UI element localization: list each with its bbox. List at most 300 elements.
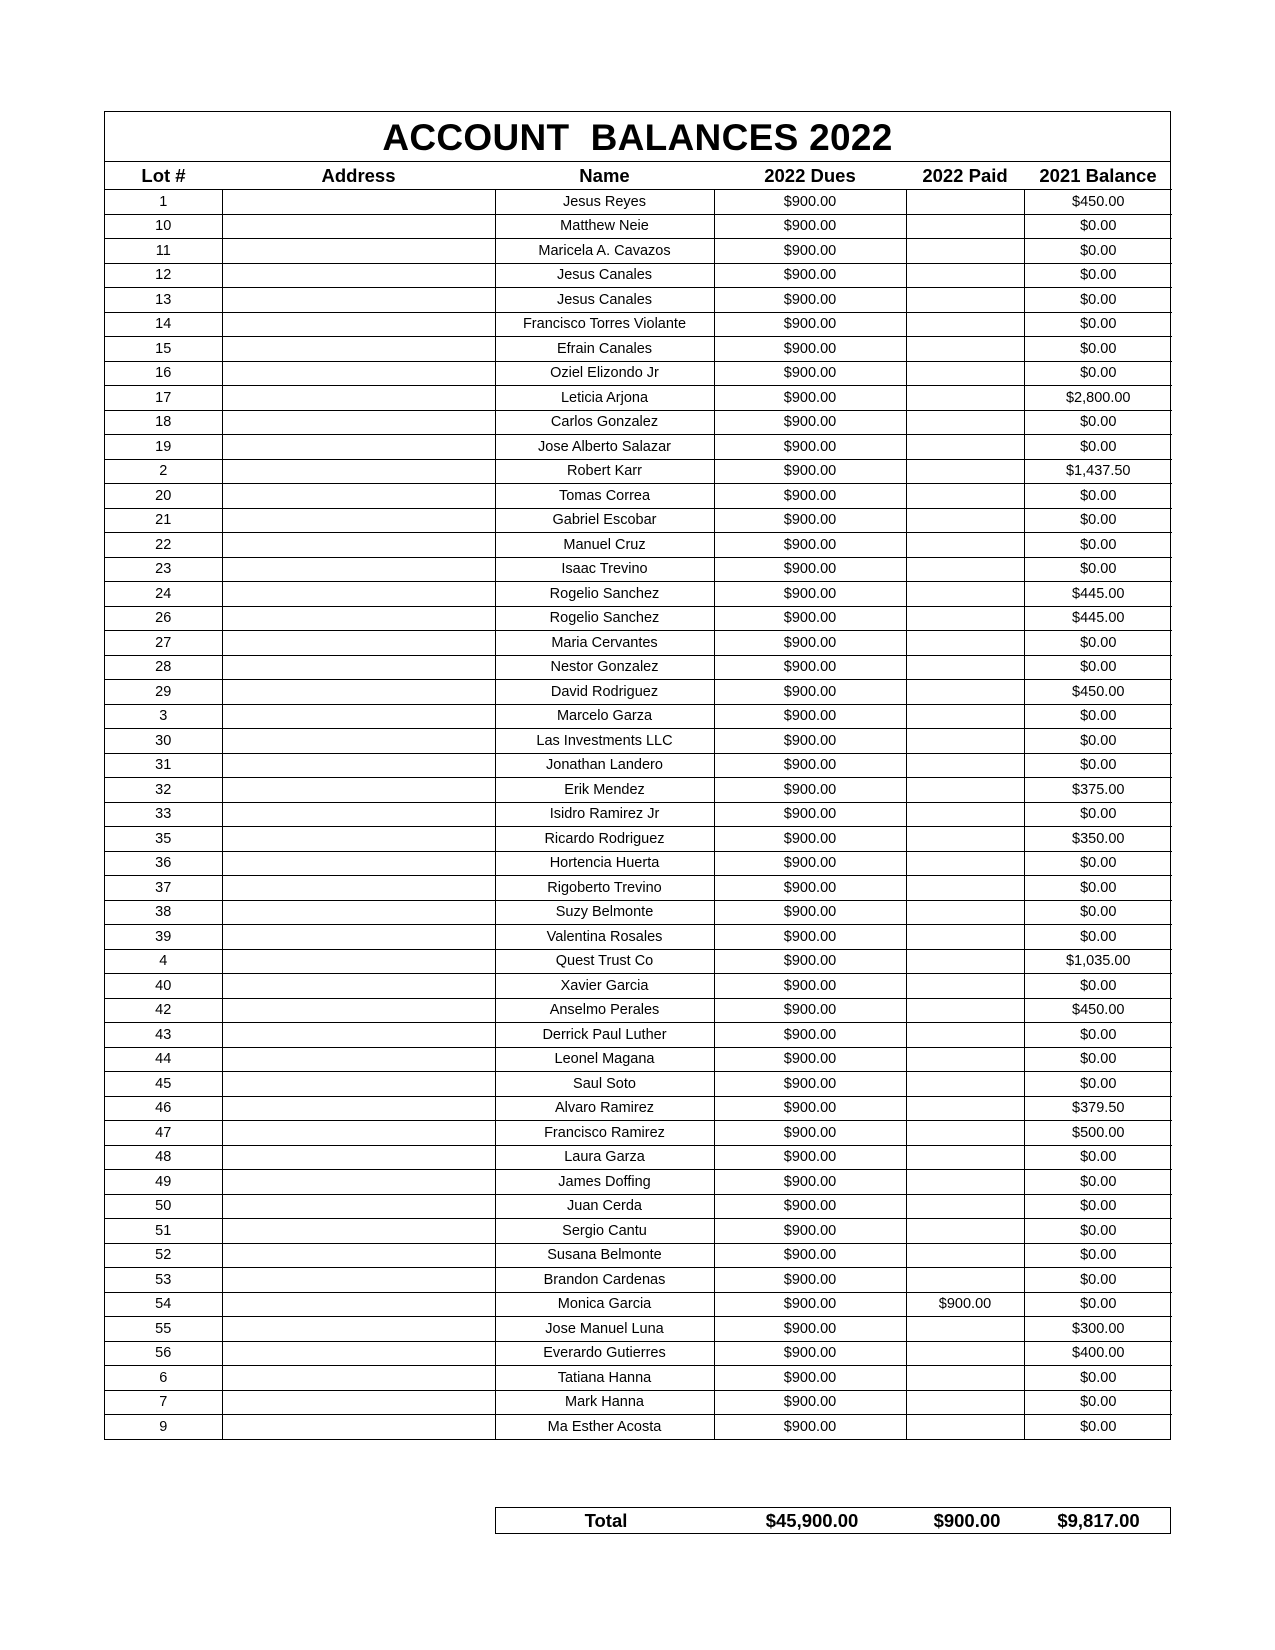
table-row [105,1072,1172,1097]
cell-address [222,435,495,460]
cell-name: Jonathan Landero [495,753,714,778]
cell-dues: $900.00 [714,998,906,1023]
cell-balance: $445.00 [1024,606,1172,631]
cell-address [222,827,495,852]
cell-name: Jesus Canales [495,263,714,288]
cell-balance: $0.00 [1024,925,1172,950]
cell-paid [906,484,1024,509]
cell-paid [906,1341,1024,1366]
cell-address [222,214,495,239]
cell-lot: 31 [105,753,222,778]
cell-lot: 4 [105,949,222,974]
cell-paid [906,680,1024,705]
cell-paid [906,998,1024,1023]
cell-dues: $900.00 [714,925,906,950]
cell-balance: $1,035.00 [1024,949,1172,974]
cell-balance: $0.00 [1024,557,1172,582]
cell-paid [906,557,1024,582]
table-row [105,484,1172,509]
cell-name: Laura Garza [495,1145,714,1170]
cell-balance: $350.00 [1024,827,1172,852]
cell-lot: 26 [105,606,222,631]
cell-paid [906,1390,1024,1415]
cell-address [222,288,495,313]
cell-balance: $0.00 [1024,1219,1172,1244]
cell-name: Manuel Cruz [495,533,714,558]
cell-address [222,876,495,901]
cell-lot: 9 [105,1415,222,1439]
table-row [105,1292,1172,1317]
cell-lot: 29 [105,680,222,705]
cell-paid [906,1219,1024,1244]
cell-balance: $0.00 [1024,1023,1172,1048]
cell-dues: $900.00 [714,631,906,656]
cell-address [222,1292,495,1317]
cell-paid [906,655,1024,680]
cell-name: Matthew Neie [495,214,714,239]
cell-address [222,1023,495,1048]
totals-balance: $9,817.00 [1057,1510,1140,1531]
cell-name: Susana Belmonte [495,1243,714,1268]
cell-address [222,1341,495,1366]
cell-address [222,680,495,705]
cell-name: Saul Soto [495,1072,714,1097]
table-row [105,1366,1172,1391]
cell-name: Valentina Rosales [495,925,714,950]
cell-name: Nestor Gonzalez [495,655,714,680]
cell-balance: $0.00 [1024,753,1172,778]
cell-name: Marcelo Garza [495,704,714,729]
cell-dues: $900.00 [714,1317,906,1342]
cell-balance: $0.00 [1024,1243,1172,1268]
table-row [105,582,1172,607]
cell-lot: 17 [105,386,222,411]
cell-name: Leonel Magana [495,1047,714,1072]
cell-dues: $900.00 [714,263,906,288]
table-row [105,778,1172,803]
cell-balance: $0.00 [1024,508,1172,533]
table-row [105,631,1172,656]
table-row [105,606,1172,631]
cell-lot: 51 [105,1219,222,1244]
cell-balance: $0.00 [1024,484,1172,509]
cell-paid [906,925,1024,950]
cell-address [222,337,495,362]
table-row [105,263,1172,288]
table-row [105,925,1172,950]
cell-name: Hortencia Huerta [495,851,714,876]
cell-lot: 18 [105,410,222,435]
cell-name: Isaac Trevino [495,557,714,582]
cell-balance: $2,800.00 [1024,386,1172,411]
cell-paid [906,876,1024,901]
cell-address [222,1317,495,1342]
cell-address [222,655,495,680]
cell-dues: $900.00 [714,1121,906,1146]
table-row [105,214,1172,239]
table-row [105,337,1172,362]
cell-address [222,1096,495,1121]
cell-paid [906,974,1024,999]
cell-address [222,533,495,558]
cell-lot: 54 [105,1292,222,1317]
table-row [105,190,1172,215]
cell-paid [906,1170,1024,1195]
cell-name: Ma Esther Acosta [495,1415,714,1439]
table-row [105,288,1172,313]
cell-name: Ricardo Rodriguez [495,827,714,852]
cell-address [222,239,495,264]
cell-dues: $900.00 [714,1415,906,1439]
cell-dues: $900.00 [714,606,906,631]
cell-lot: 12 [105,263,222,288]
cell-lot: 35 [105,827,222,852]
table-row [105,410,1172,435]
cell-lot: 7 [105,1390,222,1415]
cell-balance: $450.00 [1024,998,1172,1023]
table-row [105,827,1172,852]
table-row [105,1268,1172,1293]
cell-lot: 19 [105,435,222,460]
cell-paid [906,949,1024,974]
cell-lot: 44 [105,1047,222,1072]
cell-paid [906,214,1024,239]
cell-dues: $900.00 [714,1096,906,1121]
cell-name: Sergio Cantu [495,1219,714,1244]
cell-balance: $0.00 [1024,900,1172,925]
cell-address [222,900,495,925]
cell-address [222,1219,495,1244]
cell-balance: $0.00 [1024,974,1172,999]
cell-name: Brandon Cardenas [495,1268,714,1293]
totals-label: Total [584,1510,628,1531]
cell-balance: $445.00 [1024,582,1172,607]
cell-paid [906,312,1024,337]
cell-name: Gabriel Escobar [495,508,714,533]
table-row [105,1390,1172,1415]
cell-lot: 33 [105,802,222,827]
table-body [105,190,1172,1439]
cell-paid [906,1194,1024,1219]
cell-dues: $900.00 [714,190,906,215]
cell-balance: $0.00 [1024,1292,1172,1317]
cell-address [222,1170,495,1195]
cell-name: Mark Hanna [495,1390,714,1415]
cell-name: Carlos Gonzalez [495,410,714,435]
cell-address [222,557,495,582]
cell-dues: $900.00 [714,949,906,974]
cell-name: Erik Mendez [495,778,714,803]
cell-dues: $900.00 [714,386,906,411]
cell-paid [906,582,1024,607]
cell-balance: $379.50 [1024,1096,1172,1121]
account-balances-sheet [104,111,1171,1440]
table-row [105,361,1172,386]
cell-paid [906,1415,1024,1439]
cell-address [222,1047,495,1072]
cell-lot: 52 [105,1243,222,1268]
column-header-lot: Lot # [105,162,222,190]
cell-dues: $900.00 [714,337,906,362]
cell-lot: 43 [105,1023,222,1048]
table-row [105,1317,1172,1342]
cell-lot: 22 [105,533,222,558]
cell-paid [906,361,1024,386]
cell-paid [906,386,1024,411]
cell-dues: $900.00 [714,1243,906,1268]
cell-lot: 11 [105,239,222,264]
cell-paid [906,1243,1024,1268]
table-row [105,533,1172,558]
table-row [105,753,1172,778]
cell-balance: $375.00 [1024,778,1172,803]
cell-paid [906,190,1024,215]
cell-paid [906,753,1024,778]
cell-balance: $0.00 [1024,1390,1172,1415]
cell-dues: $900.00 [714,410,906,435]
cell-lot: 53 [105,1268,222,1293]
cell-name: Las Investments LLC [495,729,714,754]
cell-balance: $0.00 [1024,631,1172,656]
cell-lot: 47 [105,1121,222,1146]
table-row [105,239,1172,264]
cell-address [222,974,495,999]
cell-dues: $900.00 [714,1047,906,1072]
cell-paid [906,263,1024,288]
cell-dues: $900.00 [714,778,906,803]
cell-address [222,998,495,1023]
cell-name: Monica Garcia [495,1292,714,1317]
cell-lot: 3 [105,704,222,729]
cell-address [222,582,495,607]
cell-name: Oziel Elizondo Jr [495,361,714,386]
cell-paid [906,729,1024,754]
cell-lot: 37 [105,876,222,901]
cell-paid [906,1145,1024,1170]
cell-dues: $900.00 [714,655,906,680]
cell-address [222,410,495,435]
cell-balance: $0.00 [1024,1415,1172,1439]
table-row [105,729,1172,754]
cell-address [222,1390,495,1415]
cell-balance: $500.00 [1024,1121,1172,1146]
cell-dues: $900.00 [714,435,906,460]
cell-address [222,1415,495,1439]
cell-lot: 28 [105,655,222,680]
table-row [105,974,1172,999]
cell-lot: 46 [105,1096,222,1121]
cell-balance: $0.00 [1024,361,1172,386]
cell-name: David Rodriguez [495,680,714,705]
cell-name: Francisco Ramirez [495,1121,714,1146]
cell-dues: $900.00 [714,214,906,239]
cell-name: Quest Trust Co [495,949,714,974]
cell-name: Leticia Arjona [495,386,714,411]
cell-lot: 50 [105,1194,222,1219]
cell-address [222,925,495,950]
cell-name: Rogelio Sanchez [495,606,714,631]
cell-lot: 38 [105,900,222,925]
cell-dues: $900.00 [714,876,906,901]
totals-row [495,1507,1171,1534]
cell-balance: $0.00 [1024,288,1172,313]
cell-name: Robert Karr [495,459,714,484]
cell-balance: $0.00 [1024,1268,1172,1293]
table-row [105,1023,1172,1048]
column-header-paid: 2022 Paid [906,162,1024,190]
cell-lot: 14 [105,312,222,337]
cell-name: Derrick Paul Luther [495,1023,714,1048]
table-row [105,1047,1172,1072]
cell-lot: 48 [105,1145,222,1170]
cell-lot: 36 [105,851,222,876]
cell-dues: $900.00 [714,1390,906,1415]
table-row [105,1341,1172,1366]
cell-lot: 2 [105,459,222,484]
cell-paid [906,1096,1024,1121]
cell-lot: 16 [105,361,222,386]
cell-name: Xavier Garcia [495,974,714,999]
table-row [105,655,1172,680]
cell-dues: $900.00 [714,827,906,852]
table-row [105,1243,1172,1268]
cell-lot: 23 [105,557,222,582]
table-row [105,949,1172,974]
cell-paid [906,288,1024,313]
cell-lot: 49 [105,1170,222,1195]
cell-lot: 21 [105,508,222,533]
cell-lot: 39 [105,925,222,950]
cell-paid [906,631,1024,656]
cell-paid [906,1072,1024,1097]
cell-dues: $900.00 [714,459,906,484]
cell-balance: $0.00 [1024,533,1172,558]
cell-address [222,1243,495,1268]
totals-dues: $45,900.00 [765,1510,859,1531]
cell-dues: $900.00 [714,1219,906,1244]
cell-balance: $0.00 [1024,312,1172,337]
cell-name: Isidro Ramirez Jr [495,802,714,827]
column-header-name: Name [495,162,714,190]
cell-name: Suzy Belmonte [495,900,714,925]
cell-dues: $900.00 [714,974,906,999]
cell-dues: $900.00 [714,582,906,607]
cell-address [222,361,495,386]
cell-balance: $0.00 [1024,1366,1172,1391]
cell-dues: $900.00 [714,361,906,386]
cell-balance: $0.00 [1024,410,1172,435]
cell-lot: 24 [105,582,222,607]
cell-paid [906,827,1024,852]
cell-name: Rigoberto Trevino [495,876,714,901]
cell-lot: 20 [105,484,222,509]
cell-balance: $450.00 [1024,680,1172,705]
cell-address [222,631,495,656]
cell-name: Maria Cervantes [495,631,714,656]
cell-paid [906,435,1024,460]
cell-address [222,802,495,827]
cell-address [222,1145,495,1170]
balances-table [105,162,1172,1439]
cell-address [222,1268,495,1293]
cell-lot: 30 [105,729,222,754]
cell-address [222,508,495,533]
cell-paid [906,1366,1024,1391]
cell-dues: $900.00 [714,312,906,337]
cell-dues: $900.00 [714,1341,906,1366]
table-row [105,459,1172,484]
cell-balance: $0.00 [1024,876,1172,901]
cell-paid [906,851,1024,876]
table-row [105,1415,1172,1439]
table-row [105,557,1172,582]
totals-paid: $900.00 [933,1510,1001,1531]
table-row [105,680,1172,705]
table-row [105,1170,1172,1195]
cell-name: James Doffing [495,1170,714,1195]
cell-balance: $450.00 [1024,190,1172,215]
column-header-dues: 2022 Dues [714,162,906,190]
cell-paid: $900.00 [906,1292,1024,1317]
cell-paid [906,337,1024,362]
cell-name: Juan Cerda [495,1194,714,1219]
cell-balance: $300.00 [1024,1317,1172,1342]
cell-paid [906,239,1024,264]
table-row [105,1121,1172,1146]
cell-paid [906,508,1024,533]
cell-paid [906,778,1024,803]
cell-name: Jesus Reyes [495,190,714,215]
cell-dues: $900.00 [714,288,906,313]
table-row [105,1145,1172,1170]
cell-address [222,1366,495,1391]
cell-dues: $900.00 [714,729,906,754]
cell-name: Rogelio Sanchez [495,582,714,607]
cell-lot: 13 [105,288,222,313]
cell-dues: $900.00 [714,753,906,778]
table-row [105,435,1172,460]
cell-name: Alvaro Ramirez [495,1096,714,1121]
cell-paid [906,802,1024,827]
cell-balance: $0.00 [1024,655,1172,680]
cell-lot: 45 [105,1072,222,1097]
cell-paid [906,1023,1024,1048]
cell-balance: $0.00 [1024,704,1172,729]
column-header-address: Address [222,162,495,190]
table-row [105,802,1172,827]
cell-balance: $0.00 [1024,435,1172,460]
cell-paid [906,704,1024,729]
cell-dues: $900.00 [714,1292,906,1317]
cell-address [222,263,495,288]
cell-balance: $0.00 [1024,1145,1172,1170]
cell-lot: 42 [105,998,222,1023]
cell-lot: 56 [105,1341,222,1366]
cell-address [222,484,495,509]
cell-name: Tomas Correa [495,484,714,509]
table-row [105,386,1172,411]
cell-address [222,386,495,411]
cell-balance: $0.00 [1024,1194,1172,1219]
cell-paid [906,1121,1024,1146]
cell-lot: 6 [105,1366,222,1391]
cell-name: Jose Manuel Luna [495,1317,714,1342]
cell-name: Jose Alberto Salazar [495,435,714,460]
cell-dues: $900.00 [714,1170,906,1195]
cell-dues: $900.00 [714,1023,906,1048]
table-row [105,900,1172,925]
cell-address [222,190,495,215]
